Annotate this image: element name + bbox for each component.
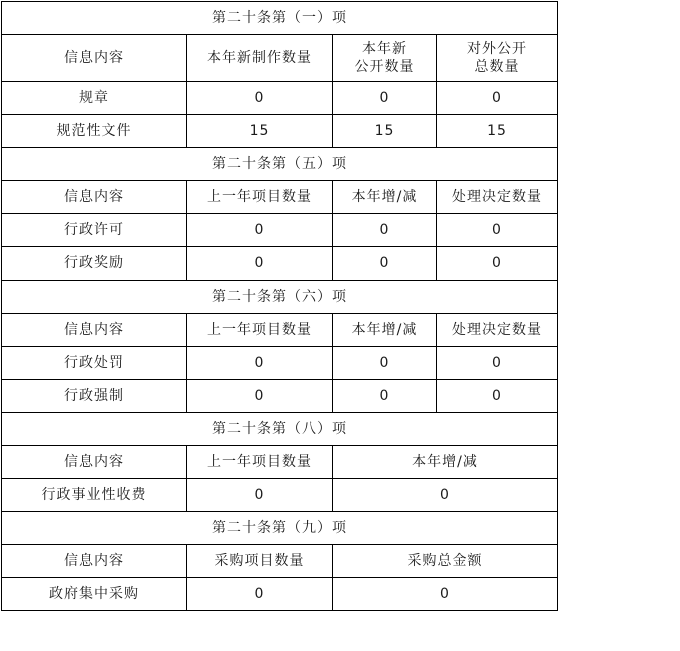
header-procurement-count: 采购项目数量: [187, 545, 333, 578]
section-title-row: [2, 281, 558, 314]
row-value: 0: [437, 380, 558, 413]
row-value: 0: [333, 82, 437, 115]
header-line: 本年新: [362, 41, 407, 57]
row-label: 行政处罚: [2, 347, 187, 380]
row-label: 行政事业性收费: [2, 479, 187, 512]
header-info-content: 信息内容: [2, 314, 187, 347]
header-prev-year-count: 上一年项目数量: [187, 314, 333, 347]
section-title-row: [2, 413, 558, 446]
table-row: [2, 479, 558, 512]
section-title-row: [2, 512, 558, 545]
row-label: 行政许可: [2, 214, 187, 247]
section-title-row: [2, 148, 558, 181]
row-label: 规范性文件: [2, 115, 187, 148]
row-label: 政府集中采购: [2, 578, 187, 611]
row-value: 15: [187, 115, 333, 148]
header-line: 公开数量: [354, 59, 415, 75]
table-row: [2, 380, 558, 413]
header-new-created-count: 本年新制作数量: [187, 35, 333, 82]
row-value: 0: [437, 214, 558, 247]
section-title: 第二十条第（六）项: [2, 281, 558, 314]
row-label: 规章: [2, 82, 187, 115]
header-row: [2, 181, 558, 214]
row-value: 0: [333, 479, 558, 512]
table-row: [2, 247, 558, 281]
header-row: [2, 545, 558, 578]
row-value: 0: [333, 347, 437, 380]
section-title: 第二十条第（八）项: [2, 413, 558, 446]
header-year-change: 本年增/减: [333, 181, 437, 214]
disclosure-statistics-table: [1, 1, 558, 611]
row-value: 0: [333, 247, 437, 281]
header-info-content: 信息内容: [2, 35, 187, 82]
header-total-published-count: [437, 35, 558, 82]
row-value: 0: [187, 578, 333, 611]
table-row: [2, 82, 558, 115]
header-info-content: 信息内容: [2, 181, 187, 214]
row-value: 0: [187, 347, 333, 380]
row-value: 0: [333, 214, 437, 247]
section-title: 第二十条第（五）项: [2, 148, 558, 181]
row-value: 15: [437, 115, 558, 148]
header-decision-count: 处理决定数量: [437, 181, 558, 214]
header-year-change: 本年增/减: [333, 314, 437, 347]
header-info-content: 信息内容: [2, 545, 187, 578]
row-value: 15: [333, 115, 437, 148]
header-info-content: 信息内容: [2, 446, 187, 479]
header-procurement-total-amount: 采购总金额: [333, 545, 558, 578]
table-row: [2, 578, 558, 611]
section-title-row: [2, 2, 558, 35]
header-decision-count: 处理决定数量: [437, 314, 558, 347]
row-label: 行政奖励: [2, 247, 187, 281]
row-value: 0: [187, 82, 333, 115]
row-value: 0: [333, 578, 558, 611]
row-value: 0: [437, 82, 558, 115]
row-value: 0: [187, 247, 333, 281]
row-value: 0: [333, 380, 437, 413]
row-value: 0: [437, 247, 558, 281]
header-prev-year-count: 上一年项目数量: [187, 446, 333, 479]
row-value: 0: [187, 479, 333, 512]
table-row: [2, 115, 558, 148]
header-year-change: 本年增/减: [333, 446, 558, 479]
header-row: [2, 35, 558, 82]
row-value: 0: [187, 214, 333, 247]
row-value: 0: [437, 347, 558, 380]
header-prev-year-count: 上一年项目数量: [187, 181, 333, 214]
row-label: 行政强制: [2, 380, 187, 413]
header-row: [2, 446, 558, 479]
section-title: 第二十条第（一）项: [2, 2, 558, 35]
header-line: 总数量: [474, 59, 520, 75]
table-row: [2, 214, 558, 247]
header-line: 对外公开: [467, 41, 527, 57]
row-value: 0: [187, 380, 333, 413]
table-row: [2, 347, 558, 380]
header-new-published-count: [333, 35, 437, 82]
section-title: 第二十条第（九）项: [2, 512, 558, 545]
header-row: [2, 314, 558, 347]
